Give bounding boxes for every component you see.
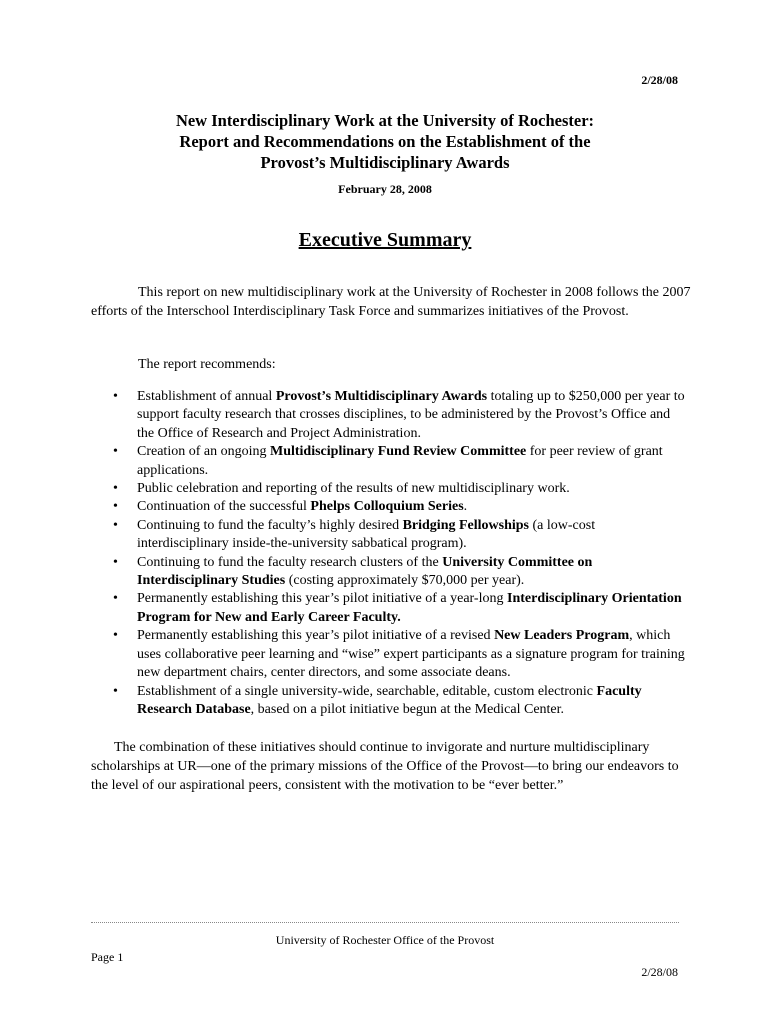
recommends-lead: The report recommends: (138, 357, 276, 372)
recommendations-list (110, 388, 690, 719)
title-line-2: Report and Recommendations on the Establishment of the (179, 132, 591, 151)
page-number: Page 1 (91, 950, 124, 964)
recommendation-item: • Establishment of annual Provost’s Multidisciplinary Awards totaling up to $250,000 per year to support faculty research that crosses disciplines, to be administered by the Provost’s Office and the Office of Research and Project Administration. (110, 388, 690, 443)
recommendation-item: • Permanently establishing this year’s pilot initiative of a revised New Leaders Program, which uses collaborative peer learning and “wise” expert participants as a signature program for training new department chairs, center directors, and some associate deans. (110, 627, 690, 682)
title-date: February 28, 2008 (338, 182, 432, 196)
section-heading: Executive Summary (298, 229, 472, 251)
recommendation-item: • Continuing to fund the faculty’s highly desired Bridging Fellowships (a low-cost interdisciplinary inside-the-university sabbatical program). (110, 517, 690, 554)
recommendation-item: • Permanently establishing this year’s pilot initiative of a year-long Interdisciplinary Orientation Program for New and Early Career Faculty. (110, 590, 690, 627)
recommendation-item: • Creation of an ongoing Multidisciplinary Fund Review Committee for peer review of grant applications. (110, 443, 690, 480)
title-line-1: New Interdisciplinary Work at the University of Rochester: (175, 111, 595, 130)
recommendation-item: • Continuation of the successful Phelps Colloquium Series. (110, 498, 690, 516)
intro-paragraph: This report on new multidisciplinary work at the University of Rochester in 2008 follows the 2007 efforts of the Interschool Interdisciplinary Task Force and summarizes initiatives of the Provost. (91, 285, 691, 319)
footer-divider (91, 922, 679, 923)
footer-date: 2/28/08 (641, 965, 678, 979)
title-line-3: Provost’s Multidisciplinary Awards (260, 153, 510, 172)
document-title (0, 110, 770, 173)
footer-office: University of Rochester Office of the Provost (275, 933, 495, 947)
recommendation-item: • Public celebration and reporting of the results of new multidisciplinary work. (110, 480, 690, 498)
header-date: 2/28/08 (641, 73, 678, 87)
recommendation-item: • Continuing to fund the faculty research clusters of the University Committee on Interdisciplinary Studies (costing approximately $70,000 per year). (110, 554, 690, 591)
conclusion-paragraph: The combination of these initiatives should continue to invigorate and nurture multidisciplinary scholarships at UR—one of the primary missions of the Office of the Provost—to bring our endeavors to the level of our aspirational peers, consistent with the motivation to be “ever better.” (91, 740, 679, 793)
recommendation-item: • Establishment of a single university-wide, searchable, editable, custom electronic Faculty Research Database, based on a pilot initiative begun at the Medical Center. (110, 683, 690, 720)
